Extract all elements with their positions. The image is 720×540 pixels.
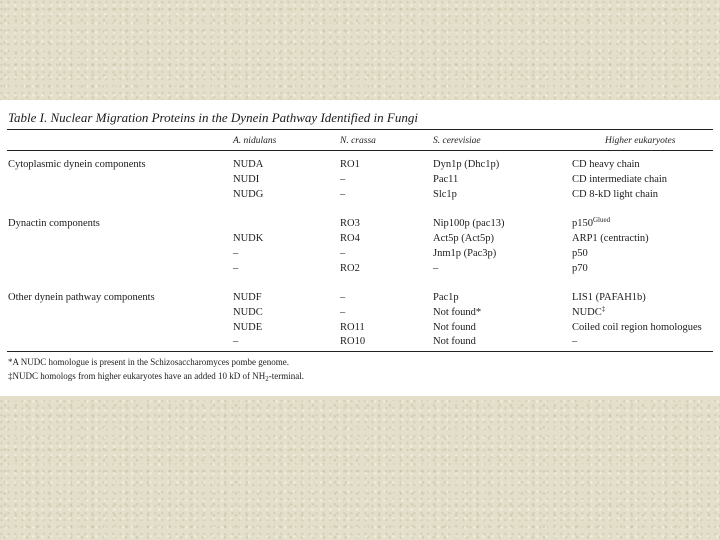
footnote-nudc-homologs [8,371,304,381]
table-cell: Dyn1p (Dhc1p) [433,159,500,170]
table-cell: Pac11 [433,174,459,185]
table-cell: NUDG [233,189,264,200]
table-cell: NUDE [233,322,263,333]
table-cell: Nip100p (pac13) [433,218,505,229]
table-cell: Not found* [433,307,482,318]
footnote-text-b: -terminal. [268,371,304,381]
table-cell: Slc1p [433,189,457,200]
table-cell: NUDF [233,292,262,303]
table-cell: – [340,292,346,303]
p150-text: p150 [572,218,593,229]
table-image [0,100,720,396]
table-cell: – [433,263,439,274]
table-cell: NUDI [233,174,260,185]
table-cell: p70 [572,263,588,274]
table-caption: Table I. Nuclear Migration Proteins in the Dynein Pathway Identified in Fungi [8,110,418,125]
bottom-rule [7,351,713,352]
table-cell: RO11 [340,322,365,333]
table-cell: Act5p (Act5p) [433,233,494,244]
section-label: Cytoplasmic dynein components [8,159,146,170]
table-cell: – [233,263,239,274]
table-cell: Not found [433,322,476,333]
table-cell: Coiled coil region homologues [572,322,702,333]
glued-superscript: Glued [593,216,611,224]
table-cell: Pac1p [433,292,459,303]
double-dagger-superscript: ‡ [601,305,606,313]
table-cell: – [572,336,578,347]
col-header-higher-eukaryotes: Higher eukaryotes [605,136,676,146]
nudc-text: NUDC [572,307,602,318]
table-cell-nudc [572,307,605,319]
table-cell: – [340,189,346,200]
table-cell: – [233,336,239,347]
footnote-text-a: ‡NUDC homologs from higher eukaryotes have an added 10 kD of NH [8,371,266,381]
table-cell: – [340,174,346,185]
table-cell: NUDK [233,233,264,244]
table-cell: RO10 [340,336,366,347]
col-header-s-cerevisiae: S. cerevisiae [433,136,481,146]
table-cell: LIS1 (PAFAH1b) [572,292,646,303]
table-cell: RO4 [340,233,360,244]
top-rule [7,129,713,130]
table-cell: Jnm1p (Pac3p) [433,248,497,259]
table-cell: – [233,248,239,259]
table-cell: CD heavy chain [572,159,640,170]
table-cell: RO1 [340,159,360,170]
section-label: Dynactin components [8,218,100,229]
table-cell: CD intermediate chain [572,174,668,185]
table-cell: RO3 [340,218,360,229]
table-cell: – [340,307,346,318]
table-cell: – [340,248,346,259]
table-cell: NUDC [233,307,263,318]
table-cell-p150 [572,218,610,230]
header-rule [7,150,713,151]
table-cell: p50 [572,248,588,259]
col-header-n-crassa: N. crassa [340,136,376,146]
table-cell: NUDA [233,159,264,170]
table-cell: RO2 [340,263,360,274]
footnote-schizosaccharomyces: *A NUDC homologue is present in the Schizosaccharomyces pombe genome. [8,357,289,367]
col-header-a-nidulans: A. nidulans [233,136,277,146]
subscript-2: 2 [265,375,269,383]
table-cell: Not found [433,336,476,347]
table-cell: ARP1 (centractin) [572,233,649,244]
table-cell: CD 8-kD light chain [572,189,659,200]
section-label: Other dynein pathway components [8,292,155,303]
